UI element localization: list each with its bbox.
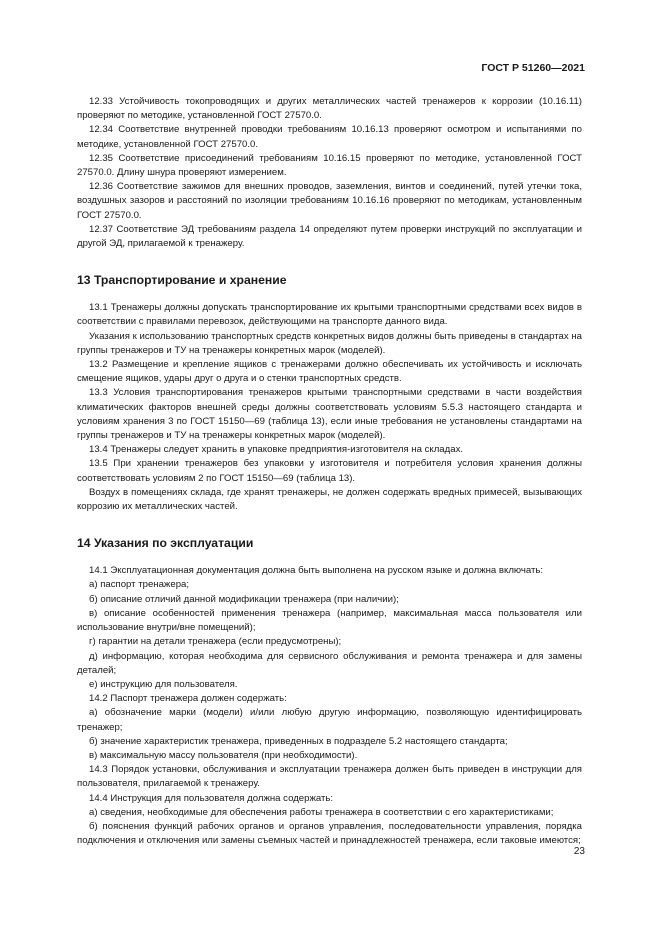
paragraph-13-5: 13.5 При хранении тренажеров без упаковки у изготовителя и потребителя условия хранения должны соответствовать условиям 2 по ГОСТ 15150—69 (таблица 13). bbox=[77, 458, 582, 484]
paragraph-14-2: 14.2 Паспорт тренажера должен содержать: bbox=[89, 693, 287, 705]
paragraph-13-2: 13.2 Размещение и крепление ящиков с тренажерами должно обеспечивать их устойчивость и исключать смещение ящиков, удары друг о друга и о стенки транспортных средств. bbox=[77, 359, 582, 385]
list-item: в) описание особенностей применения тренажера (например, максимальная масса пользователя или использование внутри/вне помещений); bbox=[77, 607, 582, 634]
list-item: а) обозначение марки (модели) и/или любую другую информацию, позволяющую идентифицировать тренажер; bbox=[77, 707, 582, 733]
list-item: б) описание отличий данной модификации тренажера (при наличии); bbox=[89, 593, 399, 605]
document-id: ГОСТ Р 51260—2021 bbox=[481, 62, 585, 74]
paragraph-12-33: 12.33 Устойчивость токопроводящих и других металлических частей тренажеров к коррозии (10.16.11) проверяют по методике, установленной ГОСТ 27570.0. bbox=[77, 96, 582, 122]
section-13 bbox=[77, 273, 582, 514]
paragraph-13-4: 13.4 Тренажеры следует хранить в упаковке предприятия-изготовителя на складах. bbox=[89, 444, 464, 456]
list-item: а) паспорт тренажера; bbox=[89, 579, 190, 591]
list-item: б) пояснения функций рабочих органов и органов управления, последовательности управления, порядка подключения и отключения или замены съемных частей и принадлежностей тренажера, если таковые имеются; bbox=[77, 820, 582, 847]
page-number: 23 bbox=[573, 846, 585, 857]
list-item: б) значение характеристик тренажера, приведенных в подразделе 5.2 настоящего стандарта; bbox=[89, 735, 508, 747]
section-14-heading: 14 Указания по эксплуатации bbox=[77, 536, 254, 551]
paragraph-12-37: 12.37 Соответствие ЭД требованиям раздела 14 определяют путем проверки инструкций по эксплуатации и другой ЭД, прилагаемой к тренажеру. bbox=[77, 223, 582, 250]
paragraph-13-5-note: Воздух в помещениях склада, где хранят тренажеры, не должен содержать вредных примесей, вызывающих коррозию их металлических частей. bbox=[77, 486, 582, 513]
list-item: д) информацию, которая необходима для сервисного обслуживания и ремонта тренажера и для замены деталей; bbox=[77, 650, 582, 676]
paragraph-12-34: 12.34 Соответствие внутренней проводки требованиям 10.16.13 проверяют осмотром и испытаниями по методике, установленной ГОСТ 27570.0. bbox=[77, 124, 582, 150]
paragraph-14-3: 14.3 Порядок установки, обслуживания и эксплуатации тренажера должен быть приведен в инструкции для пользователя, прилагаемой к тренажеру. bbox=[77, 764, 582, 790]
section-14 bbox=[77, 536, 582, 848]
list-item: г) гарантии на детали тренажера (если предусмотрены); bbox=[89, 636, 342, 648]
list-item: е) инструкцию для пользователя. bbox=[89, 678, 238, 690]
paragraph-12-36: 12.36 Соответствие зажимов для внешних проводов, заземления, винтов и соединений, путей утечки тока, воздушных зазоров и расстояний по изоляции требованиям 10.16.16 проверяют по методикам, установленным ГОСТ 27570.0. bbox=[77, 181, 582, 221]
page-content bbox=[77, 95, 582, 848]
list-item: а) сведения, необходимые для обеспечения работы тренажера в соответствии с его характеристиками; bbox=[89, 806, 554, 818]
paragraph-14-1: 14.1 Эксплуатационная документация должна быть выполнена на русском языке и должна включать: bbox=[89, 565, 544, 577]
list-item: в) максимальную массу пользователя (при необходимости). bbox=[89, 749, 358, 761]
paragraph-13-3: 13.3 Условия транспортирования тренажеров крытыми транспортными средствами в части воздействия климатических факторов внешней среды должны соответствовать условиям 5.5.3 настоящего стандарта и условиям хранения 3 по ГОСТ 15150—69 (таблица 13), если иные требования не установлены стандартами на группы тренажеров и ТУ на тренажеры конкретных марок (моделей). bbox=[77, 387, 582, 442]
paragraph-13-1: 13.1 Тренажеры должны допускать транспортирование их крытыми транспортными средствами всех видов в соответствии с правилами перевозок, действующими на транспорте данного вида. bbox=[77, 302, 582, 328]
paragraph-12-35: 12.35 Соответствие присоединений требованиям 10.16.15 проверяют по методике, установленной ГОСТ 27570.0. Длину шнура проверяют измерением. bbox=[77, 152, 582, 179]
paragraph-14-4: 14.4 Инструкция для пользователя должна содержать: bbox=[89, 792, 334, 804]
intro-block bbox=[77, 95, 582, 251]
paragraph-13-1-note: Указания к использованию транспортных средств конкретных видов должны быть приведены в стандартах на группы тренажеров и ТУ на тренажеры конкретных марок (моделей). bbox=[77, 330, 582, 356]
section-13-heading: 13 Транспортирование и хранение bbox=[77, 273, 287, 288]
